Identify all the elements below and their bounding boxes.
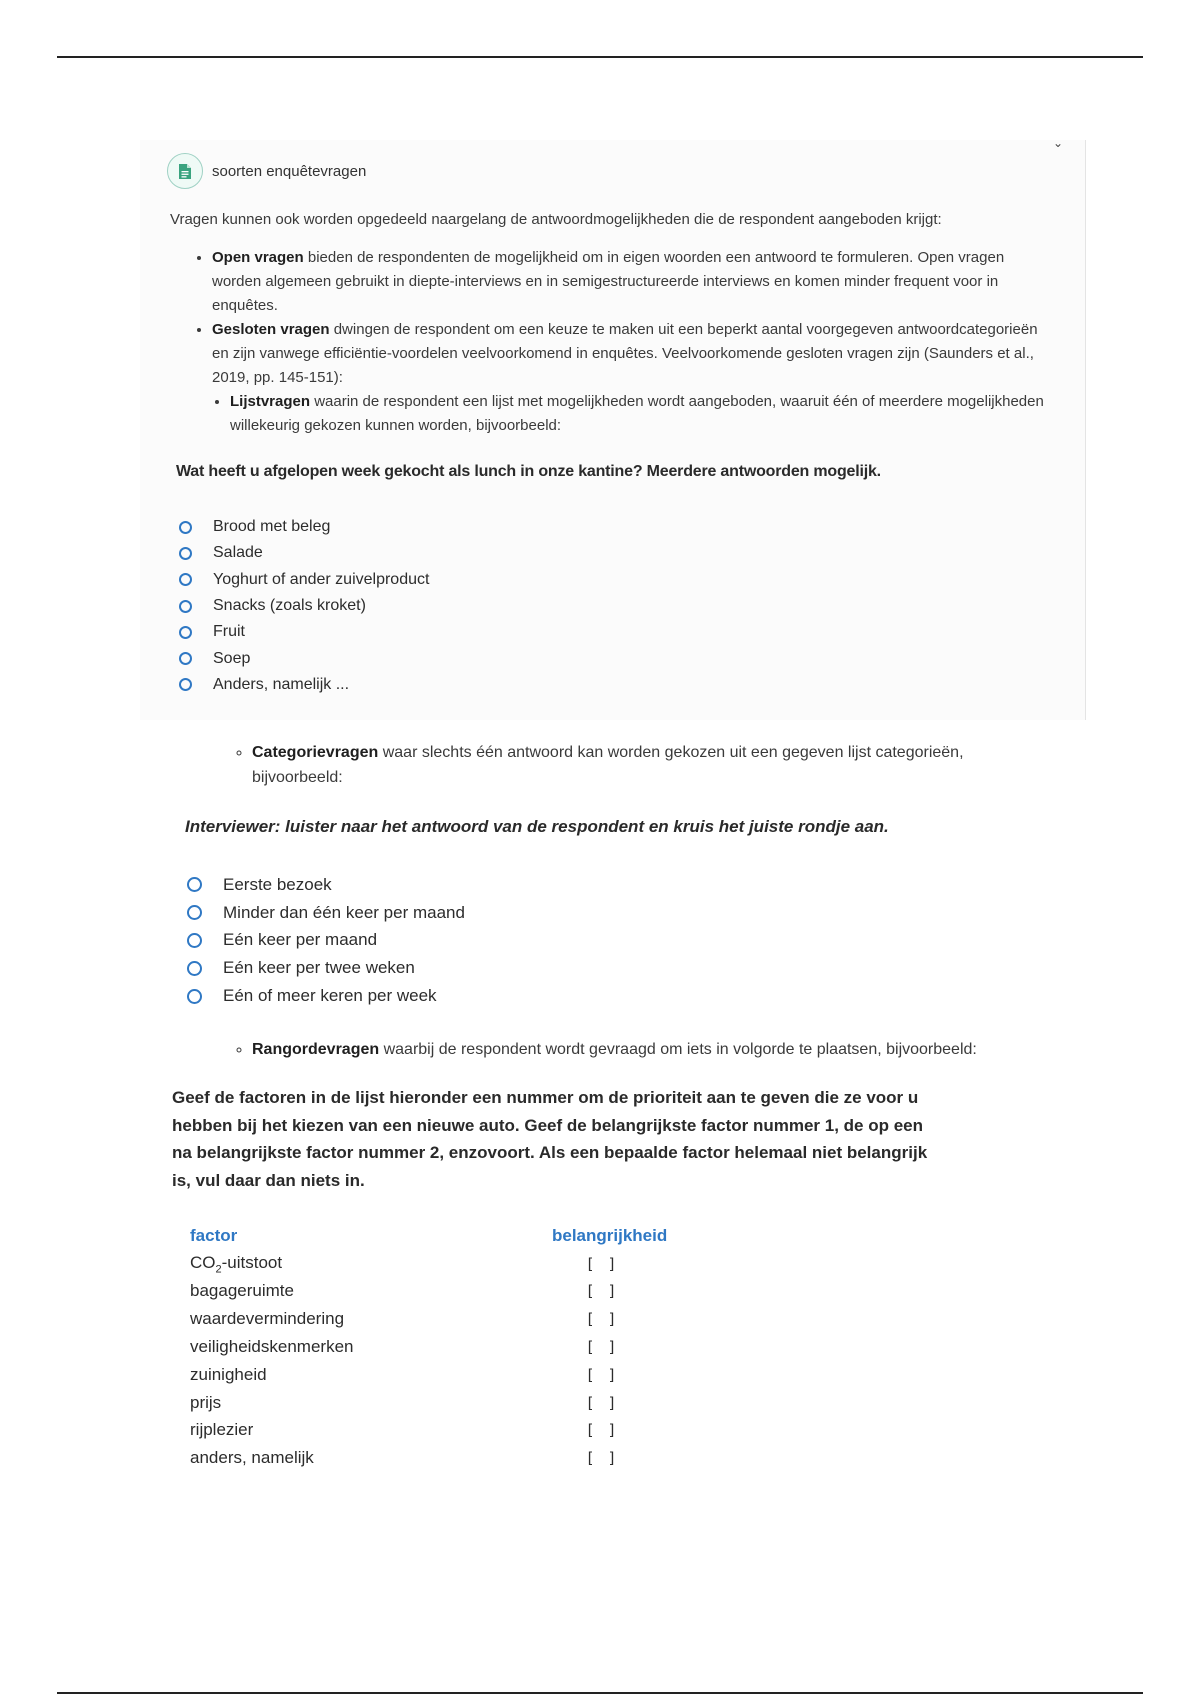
header-factor: factor [190, 1225, 238, 1245]
list-item[interactable] [179, 540, 429, 566]
option-label: Fruit [213, 623, 245, 641]
table-row [190, 1444, 692, 1472]
ranking-header [190, 1222, 692, 1250]
factor-label: bagageruimte [190, 1281, 294, 1301]
categorie-description: waar slechts één antwoord kan worden gekozen uit een gegeven lijst categorieën, bijvoorbeeld: [252, 744, 964, 786]
question-types-list [194, 246, 1054, 438]
table-row [190, 1417, 692, 1445]
table-row [190, 1278, 692, 1306]
option-label: Minder dan één keer per maand [223, 902, 465, 922]
rangorde-description: waarbij de respondent wordt gevraagd om iets in volgorde te plaatsen, bijvoorbeeld: [379, 1041, 977, 1058]
radio-icon[interactable] [187, 961, 202, 976]
list-item[interactable] [179, 645, 429, 671]
radio-icon[interactable] [187, 933, 202, 948]
rank-input[interactable]: [ ] [585, 1338, 619, 1357]
co2-subscript: 2 [215, 1262, 222, 1275]
factor-label: prijs [190, 1392, 222, 1412]
intro-text: Vragen kunnen ook worden opgedeeld naargelang de antwoordmogelijkheden die de respondent aangeboden krijgt: [170, 211, 942, 228]
option-label: Brood met beleg [213, 518, 331, 536]
collapse-icon[interactable]: ⌄ [1053, 136, 1064, 150]
factor-label: zuinigheid [190, 1364, 267, 1384]
option-label: Eén keer per twee weken [223, 958, 415, 978]
radio-icon[interactable] [187, 989, 202, 1004]
list-item-lijst [230, 390, 1054, 438]
list-item[interactable] [179, 593, 429, 619]
radio-icon[interactable] [187, 905, 202, 920]
list-item-rangorde [252, 1037, 1130, 1062]
list-item-open [212, 246, 1054, 318]
radio-icon[interactable] [179, 521, 192, 534]
option-label: Eerste bezoek [223, 874, 332, 894]
option-label: Yoghurt of ander zuivelproduct [213, 570, 430, 588]
radio-icon[interactable] [179, 678, 192, 691]
header-importance: belangrijkheid [552, 1225, 668, 1245]
table-row [190, 1361, 692, 1389]
radio-icon[interactable] [179, 547, 192, 560]
rank-input[interactable]: [ ] [585, 1421, 619, 1440]
list-item[interactable] [187, 899, 465, 927]
list-item[interactable] [179, 619, 429, 645]
term-open: Open vragen [212, 249, 304, 266]
open-description: bieden de respondenten de mogelijkheid om in eigen woorden een antwoord te formuleren. Open vragen worden algemeen gebruikt in diepte-interviews en in semigestructureerde interviews en komen minder frequent voor in enquêtes. [212, 249, 1005, 314]
list-item[interactable] [179, 672, 429, 698]
option-label: Soep [213, 649, 251, 667]
option-label: Eén of meer keren per week [223, 986, 437, 1006]
rank-input[interactable]: [ ] [585, 1365, 619, 1384]
categorie-section [230, 740, 990, 790]
option-label: Eén keer per maand [223, 930, 378, 950]
card-header [167, 153, 366, 189]
option-label: Salade [213, 544, 263, 562]
table-row [190, 1305, 692, 1333]
rank-input[interactable]: [ ] [585, 1310, 619, 1329]
co2-prefix: CO [190, 1252, 216, 1272]
rangorde-section [230, 1037, 1130, 1062]
interviewer-instruction: Interviewer: luister naar het antwoord van de respondent en kruis het juiste rondje aan. [185, 817, 889, 836]
top-rule [57, 56, 1143, 58]
ranking-table [190, 1222, 692, 1472]
radio-icon[interactable] [179, 600, 192, 613]
list-item-categorie [252, 740, 990, 790]
list-item[interactable] [179, 567, 429, 593]
rank-input[interactable]: [ ] [585, 1449, 619, 1468]
list-item[interactable] [187, 982, 465, 1010]
lunch-options [179, 514, 429, 698]
factor-label: veiligheidskenmerken [190, 1337, 354, 1357]
lijst-description: waarin de respondent een lijst met mogelijkheden wordt aangeboden, waaruit één of meerdere mogelijkheden willekeurig gekozen kunnen worden, bijvoorbeeld: [230, 393, 1044, 434]
list-item-gesloten [212, 318, 1054, 438]
radio-icon[interactable] [179, 626, 192, 639]
factor-label: anders, namelijk [190, 1448, 314, 1468]
gesloten-description: dwingen de respondent om een keuze te maken uit een beperkt aantal voorgegeven antwoordcategorieën en zijn vanwege efficiëntie-voordelen veelvoorkomend in enquêtes. Veelvoorkomende gesloten vragen zijn (Saunders et al., 2019, pp. 145-151): [212, 321, 1038, 386]
table-row [190, 1333, 692, 1361]
lunch-question: Wat heeft u afgelopen week gekocht als lunch in onze kantine? Meerdere antwoorden mogelijk. [176, 463, 881, 480]
term-gesloten: Gesloten vragen [212, 321, 330, 338]
option-label: Snacks (zoals kroket) [213, 597, 366, 615]
ranking-question: Geef de factoren in de lijst hieronder een nummer om de prioriteit aan te geven die ze voor u hebben bij het kiezen van een nieuwe auto. Geef de belangrijkste factor nummer 1, de op een na belangrijkste factor nummer 2, enzovoort. Als een bepaalde factor helemaal niet belangrijk is, vul daar dan niets in. [172, 1088, 928, 1191]
option-label: Anders, namelijk ... [213, 675, 350, 693]
term-categorie: Categorievragen [252, 744, 379, 761]
list-item[interactable] [187, 871, 465, 899]
visit-frequency-options [187, 871, 465, 1010]
rank-input[interactable]: [ ] [585, 1254, 619, 1273]
list-item[interactable] [187, 954, 465, 982]
table-row [190, 1389, 692, 1417]
table-row [190, 1250, 692, 1278]
term-rangorde: Rangordevragen [252, 1041, 380, 1058]
list-item[interactable] [179, 514, 429, 540]
rank-input[interactable]: [ ] [585, 1282, 619, 1301]
co2-suffix: -uitstoot [221, 1252, 283, 1272]
radio-icon[interactable] [187, 877, 202, 892]
rank-input[interactable]: [ ] [585, 1393, 619, 1412]
factor-label: rijplezier [190, 1420, 254, 1440]
bottom-rule [57, 1692, 1143, 1694]
factor-co2 [190, 1253, 552, 1275]
radio-icon[interactable] [179, 652, 192, 665]
card-title: soorten enquêtevragen [212, 162, 367, 180]
radio-icon[interactable] [179, 573, 192, 586]
document-icon [167, 153, 203, 189]
list-item[interactable] [187, 927, 465, 955]
factor-label: waardevermindering [190, 1309, 345, 1329]
term-lijst: Lijstvragen [230, 393, 311, 410]
